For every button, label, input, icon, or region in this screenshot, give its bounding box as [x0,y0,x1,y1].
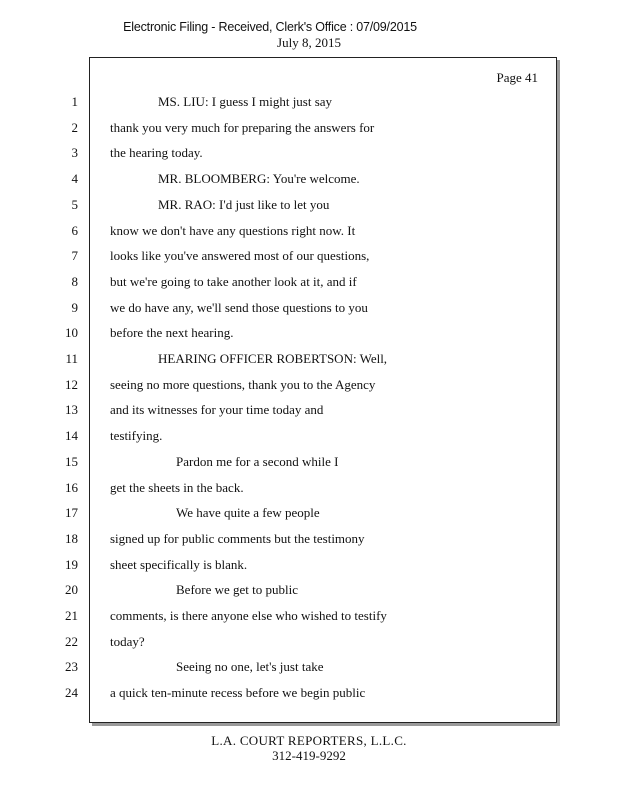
line-number: 24 [65,685,78,701]
transcript-line: MS. LIU: I guess I might just say [158,94,333,109]
transcript-line: a quick ten-minute recess before we begin public [110,685,366,701]
transcript-line: We have quite a few people [176,505,320,521]
line-number: 12 [65,376,78,392]
line-number: 7 [71,248,78,264]
line-number: 10 [65,325,78,341]
line-number: 3 [71,145,78,161]
line-number: 20 [65,582,78,598]
transcript-line: get the sheets in the back. [110,479,244,495]
line-number: 5 [71,196,78,212]
line-number: 22 [65,633,78,649]
line-number: 19 [65,556,78,572]
transcript-line: MR. RAO: I'd just like to let you [158,196,330,212]
line-number: 1 [71,94,78,109]
line-number: 4 [71,171,78,187]
transcript-date: July 8, 2015 [277,35,341,50]
transcript-line: Before we get to public [176,582,299,598]
transcript-line: but we're going to take another look at it, and if [110,273,357,289]
transcript-line: looks like you've answered most of our questions, [110,248,370,264]
transcript-line: thank you very much for preparing the answers for [110,119,375,135]
transcript-line: and its witnesses for your time today and [110,402,324,418]
transcript-line: testifying. [110,428,163,444]
line-number: 23 [65,659,78,675]
line-number: 6 [71,222,78,238]
line-number: 15 [65,453,78,469]
transcript-line: the hearing today. [110,145,203,161]
transcript-line: before the next hearing. [110,325,234,341]
transcript-line: Seeing no one, let's just take [176,659,324,675]
line-number: 21 [65,608,78,623]
transcript-line: Pardon me for a second while I [176,453,339,469]
page-number: Page 41 [496,70,538,85]
transcript-line: seeing no more questions, thank you to the Agency [110,376,376,392]
filing-stamp: Electronic Filing - Received, Clerk's Office : 07/09/2015 [123,20,417,34]
line-number: 18 [65,530,78,546]
reporter-phone: 312-419-9292 [272,748,346,763]
transcript-line: know we don't have any questions right now. It [110,222,356,238]
line-number: 16 [65,479,78,495]
line-number: 14 [65,428,78,444]
line-number: 17 [65,505,78,521]
transcript-line: MR. BLOOMBERG: You're welcome. [158,171,360,187]
line-number: 13 [65,402,78,418]
transcript-line: HEARING OFFICER ROBERTSON: Well, [158,351,388,366]
line-number: 8 [71,273,78,289]
transcript-line: sheet specifically is blank. [110,556,248,572]
transcript-line: comments, is there anyone else who wished to testify [110,608,387,623]
line-number: 11 [65,351,78,366]
transcript-line: we do have any, we'll send those questions to you [110,299,368,315]
line-number: 2 [71,119,78,135]
line-number: 9 [71,299,78,315]
transcript-line: signed up for public comments but the testimony [110,530,365,546]
reporter-company: L.A. COURT REPORTERS, L.L.C. [211,733,407,748]
transcript-line: today? [110,633,145,649]
